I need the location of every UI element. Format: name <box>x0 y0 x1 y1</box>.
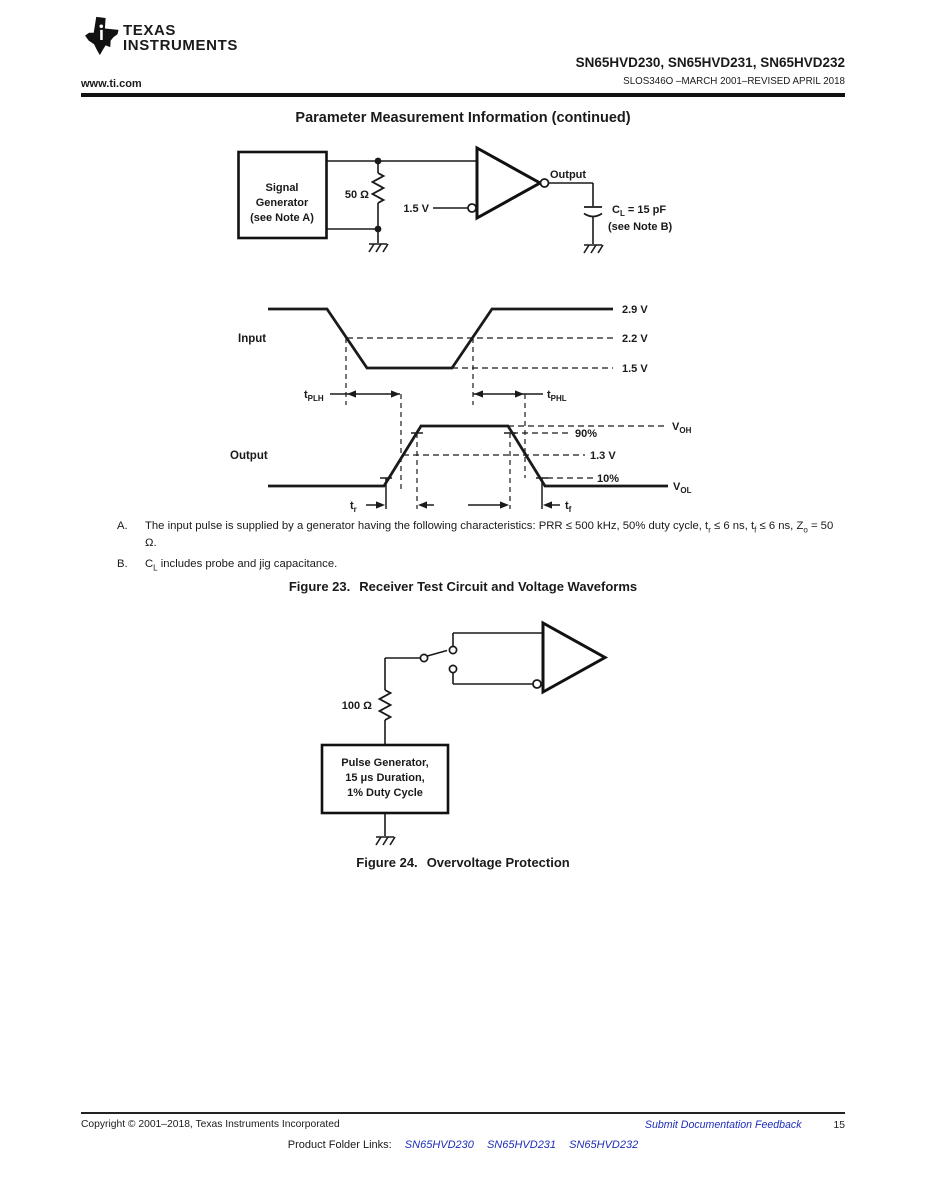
level-1p5-label: 1.5 V <box>622 363 648 375</box>
copyright-text: Copyright © 2001–2018, Texas Instruments Incorporated <box>81 1119 340 1130</box>
signal-generator-label-2: Generator <box>255 197 309 209</box>
header-rule <box>81 93 845 97</box>
figure23-caption <box>0 579 926 594</box>
page-number: 15 <box>833 1120 845 1131</box>
resistor-50ohm-label: 50 Ω <box>344 189 369 201</box>
tr-label: $t_r$ <box>350 500 357 514</box>
pulse-generator-label-2: 15 μs Duration, <box>345 772 425 784</box>
level-10pct-label: 10% <box>597 473 620 485</box>
header-right <box>576 55 845 87</box>
switch-throw-top-contact <box>449 646 456 653</box>
figure24-caption-number: Figure 24. <box>356 855 418 870</box>
signal-generator-label-3: (see Note A) <box>250 212 314 224</box>
crossing-ticks <box>380 433 548 509</box>
level-2p9-label: 2.9 V <box>622 304 648 316</box>
input-bubble <box>533 680 541 688</box>
tf-label: $t_f$ <box>565 500 572 514</box>
brand-instruments: INSTRUMENTS <box>123 37 238 54</box>
resistor-100ohm <box>380 690 391 720</box>
product-link-sn65hvd232[interactable]: SN65HVD232 <box>569 1139 639 1151</box>
resistor-100ohm-label: 100 Ω <box>341 700 372 712</box>
voltage-waveforms-diagram <box>0 290 760 525</box>
note-a-text: The input pulse is supplied by a generator having the following characteristics: PRR ≤ 500 kHz, 50% duty cycle, $t_r \le 6$ ns, $t_f \le 6$ ns, $Z_o = 50$ Ω. <box>145 520 834 549</box>
receiver-gate-symbol <box>477 148 540 218</box>
note-b <box>117 557 847 574</box>
pulse-generator-label-3: 1% Duty Cycle <box>347 787 423 799</box>
note-b-label: B. <box>117 557 128 570</box>
signal-generator-label-1: Signal <box>265 182 299 194</box>
tphl-label: $t_{PHL}$ <box>547 389 567 403</box>
brand-texas: TEXAS <box>123 22 177 39</box>
vref-label: 1.5 V <box>403 203 429 215</box>
product-link-sn65hvd230[interactable]: SN65HVD230 <box>404 1139 474 1151</box>
product-link-sn65hvd231[interactable]: SN65HVD231 <box>486 1139 557 1151</box>
texas-state-icon <box>84 16 120 56</box>
website-url: www.ti.com <box>81 78 142 90</box>
voh-label: $V_{OH}$ <box>672 421 692 435</box>
pulse-generator-label-1: Pulse Generator, <box>341 757 429 769</box>
output-label: Output <box>550 169 587 181</box>
figure24-caption-text: Overvoltage Protection <box>426 855 570 870</box>
doc-code: SLOS346O –MARCH 2001–REVISED APRIL 2018 <box>623 76 845 87</box>
output-bubble <box>541 179 549 187</box>
level-2p2-label: 2.2 V <box>622 333 648 345</box>
note-a-label: A. <box>117 520 128 532</box>
level-1p3-label: 1.3 V <box>590 450 616 462</box>
overvoltage-protection-diagram <box>0 610 760 855</box>
receiver-gate-symbol <box>543 623 605 692</box>
submit-feedback-link[interactable]: Submit Documentation Feedback <box>644 1119 802 1131</box>
product-folder-links <box>0 1139 926 1151</box>
figure23-caption-text: Receiver Test Circuit and Voltage Waveforms <box>359 579 638 594</box>
output-label: Output <box>230 450 268 462</box>
product-folder-label: Product Folder Links: <box>287 1139 392 1151</box>
timing-dashed-lines <box>346 338 525 509</box>
tplh-label: $t_{PLH}$ <box>304 389 324 403</box>
junction-dot-bottom <box>375 226 382 233</box>
receiver-test-circuit-diagram <box>0 140 760 272</box>
level-90pct-label: 90% <box>575 428 598 440</box>
ground-symbol <box>584 245 603 253</box>
ti-logo <box>84 16 238 56</box>
page-title: Parameter Measurement Information (continued) <box>295 110 631 126</box>
part-numbers: SN65HVD230, SN65HVD231, SN65HVD232 <box>575 55 845 70</box>
load-capacitor <box>584 207 602 217</box>
figure24-caption <box>0 855 926 870</box>
ground-symbol <box>376 837 395 845</box>
signal-generator-box <box>239 152 327 238</box>
footer <box>81 1119 845 1131</box>
footer-rule <box>81 1112 845 1114</box>
vref-bubble <box>468 204 476 212</box>
capacitor-label: $C_L = 15$ pF <box>612 204 667 218</box>
junction-dot-top <box>375 158 382 165</box>
tr-tf-arrowheads <box>376 501 552 508</box>
figure23-caption-number: Figure 23. <box>288 579 351 594</box>
vol-label: $V_{OL}$ <box>673 481 692 495</box>
level-dashed-lines <box>347 338 667 478</box>
input-label: Input <box>238 333 267 345</box>
ground-symbol <box>369 244 388 252</box>
switch-throw-bottom-contact <box>449 665 456 672</box>
ti-wordmark <box>123 23 238 53</box>
note-b-text: $C_L$ includes probe and jig capacitance. <box>145 557 338 572</box>
resistor-50ohm <box>373 173 384 203</box>
switch-pole-contact <box>420 654 427 661</box>
figure-notes <box>117 519 847 580</box>
capacitor-note-label: (see Note B) <box>608 221 673 233</box>
note-a <box>117 519 847 551</box>
